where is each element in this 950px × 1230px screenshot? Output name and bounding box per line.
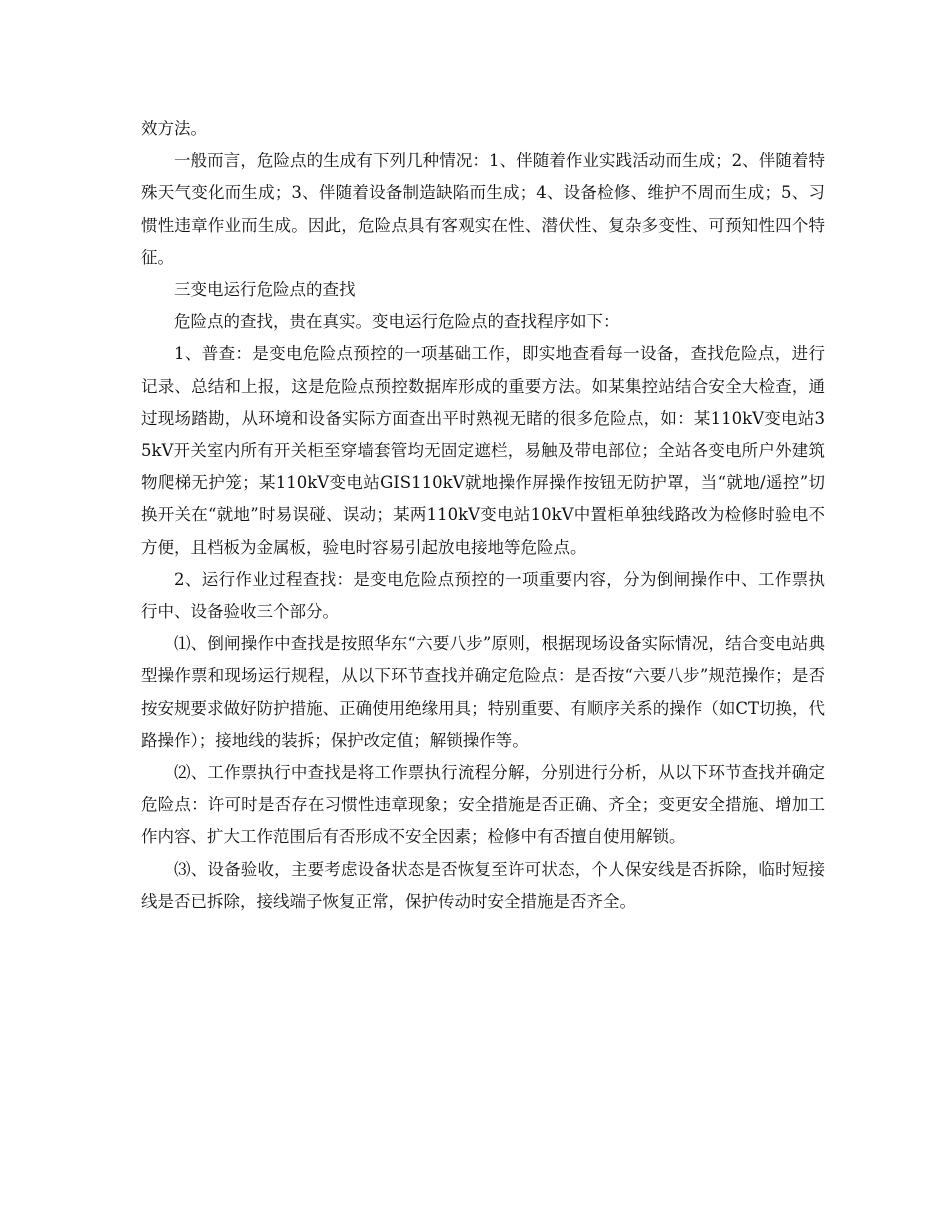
- paragraph-equipment-acceptance: ⑶、设备验收，主要考虑设备状态是否恢复至许可状态，个人保安线是否拆除，临时短接线是否已拆除，接线端子恢复正常，保护传动时安全措施是否齐全。: [141, 859, 825, 911]
- paragraph-general-survey: 1、普查：是变电危险点预控的一项基础工作，即实地查看每一设备，查找危险点，进行记录、总结和上报，这是危险点预控数据库形成的重要方法。如某集控站结合安全大检查，通过现场踏勘，从环境和设备实际方面查出平时熟视无睹的很多危险点，如：某110kV变电站35kV开关室内所有开关柜至穿墙套管均无固定遮栏，易触及带电部位；全站各变电所户外建筑物爬梯无护笼；某110kV变电站GIS110kV就地操作屏操作按钮无防护罩，当“就地/遥控”切换开关在“就地”时易误碰、误动；某两110kV变电站10kV中置柜单独线路改为检修时验电不方便，且档板为金属板，验电时容易引起放电接地等危险点。: [141, 344, 825, 557]
- paragraph-continuation: 效方法。: [141, 119, 207, 138]
- document-body: [141, 113, 825, 918]
- paragraph-work-ticket: ⑵、工作票执行中查找是将工作票执行流程分解，分别进行分析，从以下环节查找并确定危险点：许可时是否存在习惯性违章现象；安全措施是否正确、齐全；变更安全措施、增加工作内容、扩大工作范围后有否形成不安全因素；检修中有否擅自使用解锁。: [141, 763, 825, 847]
- paragraph-search-intro: 危险点的查找，贵在真实。变电运行危险点的查找程序如下：: [174, 312, 620, 332]
- paragraph-operation-search: 2、运行作业过程查找：是变电危险点预控的一项重要内容，分为倒闸操作中、工作票执行中、设备验收三个部分。: [141, 569, 825, 622]
- paragraph-switching-operation: ⑴、倒闸操作中查找是按照华东“六要八步”原则，根据现场设备实际情况，结合变电站典型操作票和现场运行规程，从以下环节查找并确定危险点：是否按“六要八步”规范操作；是否按安规要求做好防护措施、正确使用绝缘用具；特别重要、有顺序关系的操作（如CT切换，代路操作）；接地线的装拆；保护改定值；解锁操作等。: [141, 634, 825, 750]
- section-heading: 三变电运行危险点的查找: [174, 280, 356, 300]
- paragraph-hazard-generation: 一般而言，危险点的生成有下列几种情况：1、伴随着作业实践活动而生成；2、伴随着特殊天气变化而生成；3、伴随着设备制造缺陷而生成；4、设备检修、维护不周而生成；5、习惯性违章作业而生成。因此，危险点具有客观实在性、潜伏性、复杂多变性、可预知性四个特征。: [141, 151, 825, 267]
